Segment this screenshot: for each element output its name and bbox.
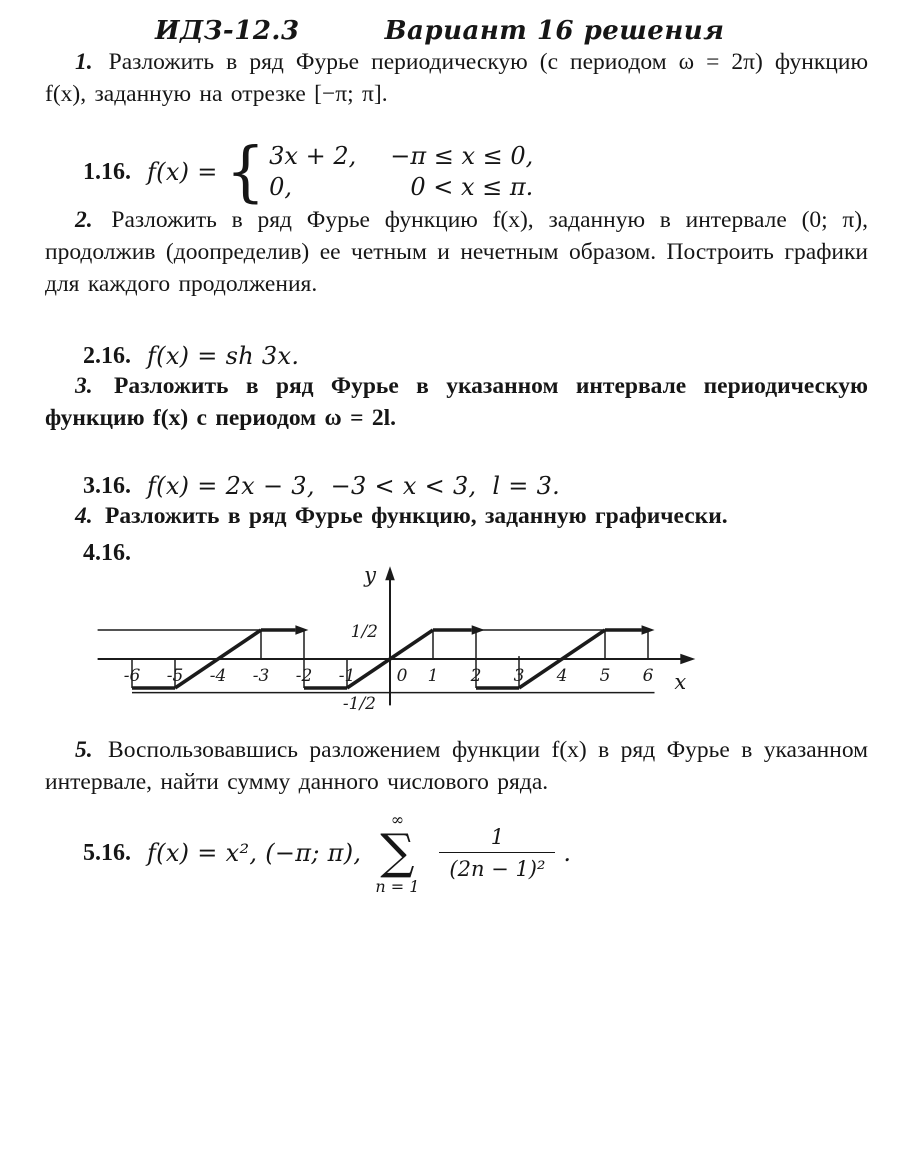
x-tick-label: 0 — [396, 666, 408, 686]
task-1-16 — [83, 133, 868, 210]
cases-grid — [269, 141, 533, 203]
problem-1-paragraph — [45, 46, 868, 110]
sigma-sign: ∑ — [380, 824, 415, 880]
case-row2-cond: 0 < x ≤ π. — [410, 173, 534, 201]
y-axis-label: y — [364, 563, 376, 588]
problem-4-paragraph — [45, 500, 868, 532]
x-tick-label: 3 — [513, 666, 525, 686]
function-arrow — [472, 625, 485, 635]
x-tick-label: 1 — [427, 666, 439, 686]
problem-1-text: Разложить в ряд Фурье периодическую (с периодом ω = 2π) функцию f(x), заданную на отрезке [−π; π]. — [45, 49, 868, 107]
task-1-16-lhs: f(x) = — [147, 158, 218, 186]
x-tick-label: -5 — [166, 666, 184, 686]
task-5-16-function: f(x) = x², (−π; π), — [147, 839, 362, 868]
fraction-denominator: (2n − 1)² — [439, 852, 555, 882]
problem-4-text: Разложить в ряд Фурье функцию, заданную графически. — [105, 503, 728, 529]
problem-4-number: 4. — [75, 503, 93, 529]
summation-upper-limit: ∞ — [390, 810, 405, 829]
case-row1-expr: 3x + 2, — [269, 142, 357, 170]
x-axis-arrow — [680, 654, 695, 664]
x-tick-label: 4 — [556, 666, 568, 686]
problem-3-paragraph — [45, 370, 868, 434]
x-tick-label: -2 — [295, 666, 313, 686]
x-tick-label: 6 — [642, 666, 654, 686]
task-2-16 — [83, 342, 868, 370]
x-axis-label: x — [674, 670, 687, 694]
problem-4-figure — [45, 540, 868, 734]
x-tick-label: -1 — [338, 666, 356, 686]
task-2-16-label: 2.16. — [83, 342, 131, 369]
task-5-16-label: 5.16. — [83, 839, 131, 866]
problem-5-paragraph — [45, 734, 868, 798]
problem-1-number: 1. — [75, 49, 93, 75]
fraction-numerator: 1 — [490, 825, 505, 850]
y-axis-arrow — [385, 566, 395, 580]
task-3-16-label: 3.16. — [83, 472, 131, 499]
title-course: ИДЗ-12.3 — [155, 16, 300, 46]
problem-5-number: 5. — [75, 737, 93, 763]
x-tick-label: -6 — [123, 666, 141, 686]
case-row1-cond: −π ≤ x ≤ 0, — [390, 142, 534, 170]
case-row2-expr: 0, — [269, 173, 293, 201]
problem-3-text: Разложить в ряд Фурье в указанном интервале периодическую функцию f(x) с периодом ω = 2l. — [45, 373, 868, 431]
title-variant: Вариант 16 решения — [384, 16, 725, 46]
summation-symbol — [375, 812, 419, 895]
x-tick-label: 5 — [599, 666, 611, 686]
problem-3-number: 3. — [75, 373, 93, 399]
function-arrow — [295, 625, 308, 635]
cases-brace: { — [225, 133, 266, 210]
summation-lower-limit: n = 1 — [375, 876, 420, 896]
x-tick-label: 2 — [470, 666, 482, 686]
sentence-period: . — [563, 839, 572, 868]
fourier-graph — [45, 552, 745, 732]
y-tick-label: -1/2 — [342, 694, 376, 714]
task-3-16 — [83, 472, 868, 500]
x-tick-label: -4 — [209, 666, 227, 686]
problem-5-text: Воспользовавшись разложением функции f(x) в ряд Фурье в указанном интервале, найти сумму данного числового ряда. — [45, 737, 869, 795]
page-title — [155, 16, 868, 46]
problem-2-text: Разложить в ряд Фурье функцию f(x), заданную в интервале (0; π), продолжив (доопределив) ее четным и нечетным образом. Построить графики для каждого продолжения. — [45, 207, 868, 297]
y-tick-label: 1/2 — [350, 622, 378, 642]
task-3-16-formula: f(x) = 2x − 3, −3 < x < 3, l = 3. — [147, 472, 561, 500]
task-2-16-formula: f(x) = sh 3x. — [147, 342, 300, 370]
problem-2-number: 2. — [75, 207, 93, 233]
problem-2-paragraph — [45, 204, 868, 300]
x-tick-label: -3 — [252, 666, 270, 686]
task-4-16-label: 4.16. — [83, 540, 131, 566]
task-1-16-label: 1.16. — [83, 158, 131, 185]
series-fraction — [439, 824, 555, 883]
task-5-16 — [83, 812, 868, 895]
